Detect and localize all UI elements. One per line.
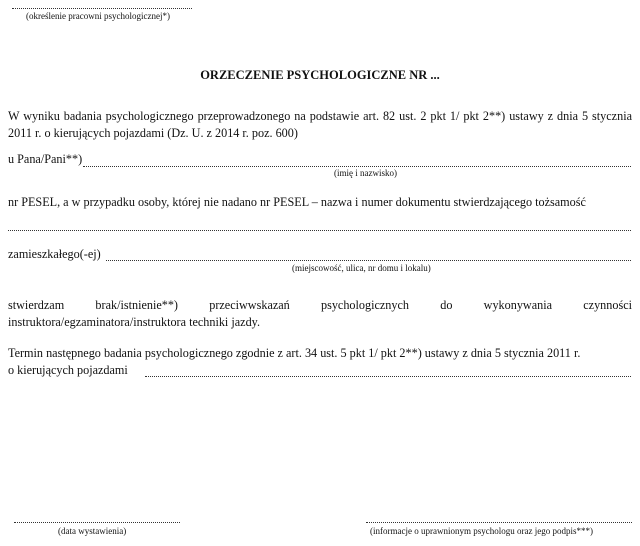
residence-caption: (miejscowość, ulica, nr domu i lokalu) xyxy=(292,263,431,273)
issue-date-caption: (data wystawienia) xyxy=(58,526,127,536)
pesel-field[interactable] xyxy=(8,218,631,231)
pesel-label: nr PESEL, a w przypadku osoby, której nie nadano nr PESEL – nazwa i numer dokumentu stwierdzającego tożsamość xyxy=(8,195,586,209)
person-name-caption: (imię i nazwisko) xyxy=(334,168,397,178)
document-title: ORZECZENIE PSYCHOLOGICZNE NR ... xyxy=(200,68,440,82)
issue-date-field[interactable] xyxy=(14,512,180,523)
next-exam-line1: Termin następnego badania psychologicznego zgodnie z art. 34 ust. 5 pkt 1/ pkt 2**) ustawy z dnia 5 stycznia 2011 r. xyxy=(8,346,581,360)
next-exam-date-field[interactable] xyxy=(145,364,631,377)
signature-caption: (informacje o uprawnionym psychologu oraz jego podpis***) xyxy=(370,526,593,536)
lab-designation-caption: (określenie pracowni psychologicznej*) xyxy=(26,11,170,21)
statement-paragraph: stwierdzam brak/istnienie**) przeciwwskazań psychologicznych do wykonywania czynności instruktora/egzaminatora/instruktora techniki jazdy. xyxy=(8,298,632,329)
residence-label: zamieszkałego(-ej) xyxy=(8,247,101,261)
residence-field[interactable] xyxy=(106,248,631,261)
next-exam-line2: o kierujących pojazdami xyxy=(8,363,128,377)
person-name-field[interactable] xyxy=(83,153,631,167)
lab-designation-line[interactable] xyxy=(12,0,192,9)
person-label: u Pana/Pani**) xyxy=(8,152,83,166)
signature-field[interactable] xyxy=(366,512,632,523)
intro-paragraph: W wyniku badania psychologicznego przeprowadzonego na podstawie art. 82 ust. 2 pkt 1/ pkt 2**) ustawy z dnia 5 stycznia 2011 r. o kierujących pojazdami (Dz. U. z 2014 r. poz. 600) xyxy=(8,109,632,140)
